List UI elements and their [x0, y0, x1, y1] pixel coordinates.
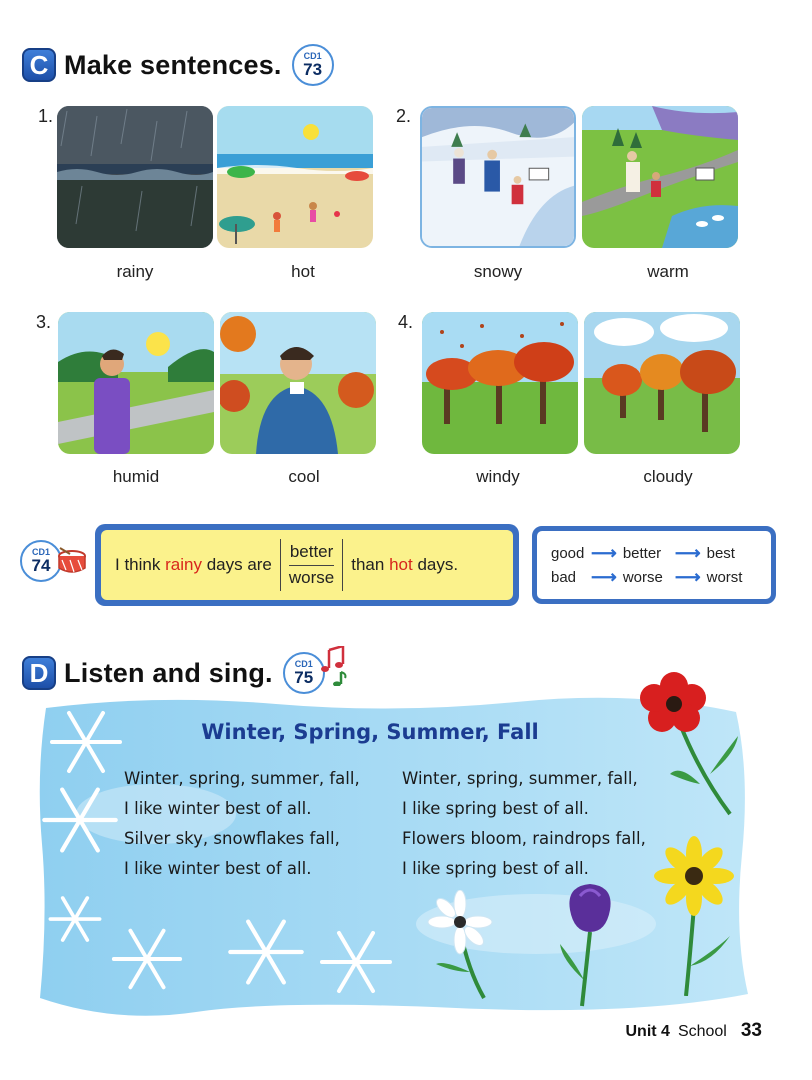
- word-cool: cool: [288, 467, 320, 486]
- cd-track-number: 73: [303, 60, 323, 79]
- verse-line: Silver sky, snowflakes fall,: [124, 829, 340, 848]
- arrow-right-icon: ⟶: [674, 542, 701, 563]
- word-hot: hot: [291, 262, 315, 281]
- word-cloudy: cloudy: [643, 467, 693, 486]
- hot-picture: [217, 106, 373, 248]
- section-d-header: [22, 652, 349, 694]
- yellow-flower-icon: [650, 836, 760, 996]
- cd-track-74-icon[interactable]: [20, 540, 88, 582]
- cmp-base: bad: [551, 568, 577, 586]
- word-windy: windy: [476, 467, 520, 486]
- unit-label: Unit 4: [625, 1023, 670, 1040]
- word-humid: humid: [112, 467, 160, 486]
- page-footer: [625, 1020, 762, 1042]
- snowflake-icon: [108, 920, 186, 998]
- group-4-number: 4.: [398, 312, 414, 332]
- word-rainy: rainy: [116, 262, 154, 281]
- comparison-box: [532, 526, 776, 604]
- page-number: 33: [740, 1020, 762, 1041]
- word-warm: warm: [647, 262, 689, 281]
- cd-track-number: 74: [31, 556, 51, 575]
- unit-name: School: [677, 1023, 727, 1040]
- snowy-picture: [420, 106, 576, 248]
- word-snowy: snowy: [473, 262, 523, 281]
- snowflake-icon: [38, 778, 122, 862]
- sentence-part-1: I think: [115, 555, 161, 574]
- sentence-part-3: than: [351, 555, 385, 574]
- cmp-comparative: worse: [622, 568, 663, 586]
- section-c-title: Make sentences.: [64, 49, 282, 80]
- comparison-row-bad: [551, 565, 771, 589]
- cd-label: CD1: [31, 547, 50, 557]
- section-d-letter: D: [22, 656, 56, 690]
- cd-track-number: 75: [294, 668, 314, 687]
- group-2-number: 2.: [396, 106, 412, 126]
- red-flower-icon: [640, 664, 750, 824]
- cmp-base: good: [551, 544, 585, 562]
- verse-line: I like spring best of all.: [402, 859, 589, 878]
- white-flower-icon: [424, 890, 504, 1000]
- arrow-right-icon: ⟶: [591, 566, 617, 587]
- verse-line: Flowers bloom, raindrops fall,: [402, 829, 646, 848]
- verse-line: Winter, spring, summer, fall,: [124, 769, 360, 788]
- snowflake-icon: [316, 922, 396, 1002]
- arrow-right-icon: ⟶: [674, 566, 701, 587]
- snowflake-icon: [224, 910, 308, 994]
- warm-picture: [582, 106, 738, 248]
- cmp-comparative: better: [622, 544, 662, 562]
- sentence-part-4: days.: [417, 555, 459, 574]
- group-3-number: 3.: [36, 312, 52, 332]
- cool-picture: [220, 312, 376, 454]
- option-worse: worse: [288, 567, 335, 587]
- purple-flower-icon: [556, 880, 626, 1010]
- cmp-superlative: best: [706, 544, 735, 562]
- comparative-choice: [280, 539, 343, 591]
- snowflake-icon: [46, 702, 126, 782]
- verse-line: I like spring best of all.: [402, 799, 589, 818]
- snowflake-icon: [46, 890, 104, 948]
- drum-icon: [56, 546, 88, 576]
- option-better: better: [289, 542, 334, 562]
- verse-winter: [124, 764, 360, 884]
- verse-line: Winter, spring, summer, fall,: [402, 769, 638, 788]
- cmp-superlative: worst: [706, 568, 743, 586]
- verse-line: I like winter best of all.: [124, 859, 312, 878]
- song-title: Winter, Spring, Summer, Fall: [201, 720, 539, 744]
- humid-picture: [58, 312, 214, 454]
- sentence-frame: [95, 524, 519, 606]
- sentence-part-2: days are: [206, 555, 272, 574]
- section-c-letter: C: [22, 48, 56, 82]
- sentence-word-2: hot: [389, 555, 413, 574]
- arrow-right-icon: ⟶: [591, 542, 617, 563]
- cd-track-73-icon[interactable]: [292, 44, 334, 86]
- music-notes-icon: [319, 646, 349, 686]
- cloudy-picture: [584, 312, 740, 454]
- verse-line: I like winter best of all.: [124, 799, 312, 818]
- sentence-word-1: rainy: [165, 555, 202, 574]
- comparison-row-good: [551, 541, 771, 565]
- section-d-title: Listen and sing.: [64, 657, 273, 688]
- windy-picture: [422, 312, 578, 454]
- section-c-header: [22, 44, 334, 86]
- cd-label: CD1: [294, 659, 313, 669]
- cd-label: CD1: [303, 51, 322, 61]
- rainy-picture: [57, 106, 213, 248]
- group-1-number: 1.: [38, 106, 54, 126]
- verse-spring: [402, 764, 646, 884]
